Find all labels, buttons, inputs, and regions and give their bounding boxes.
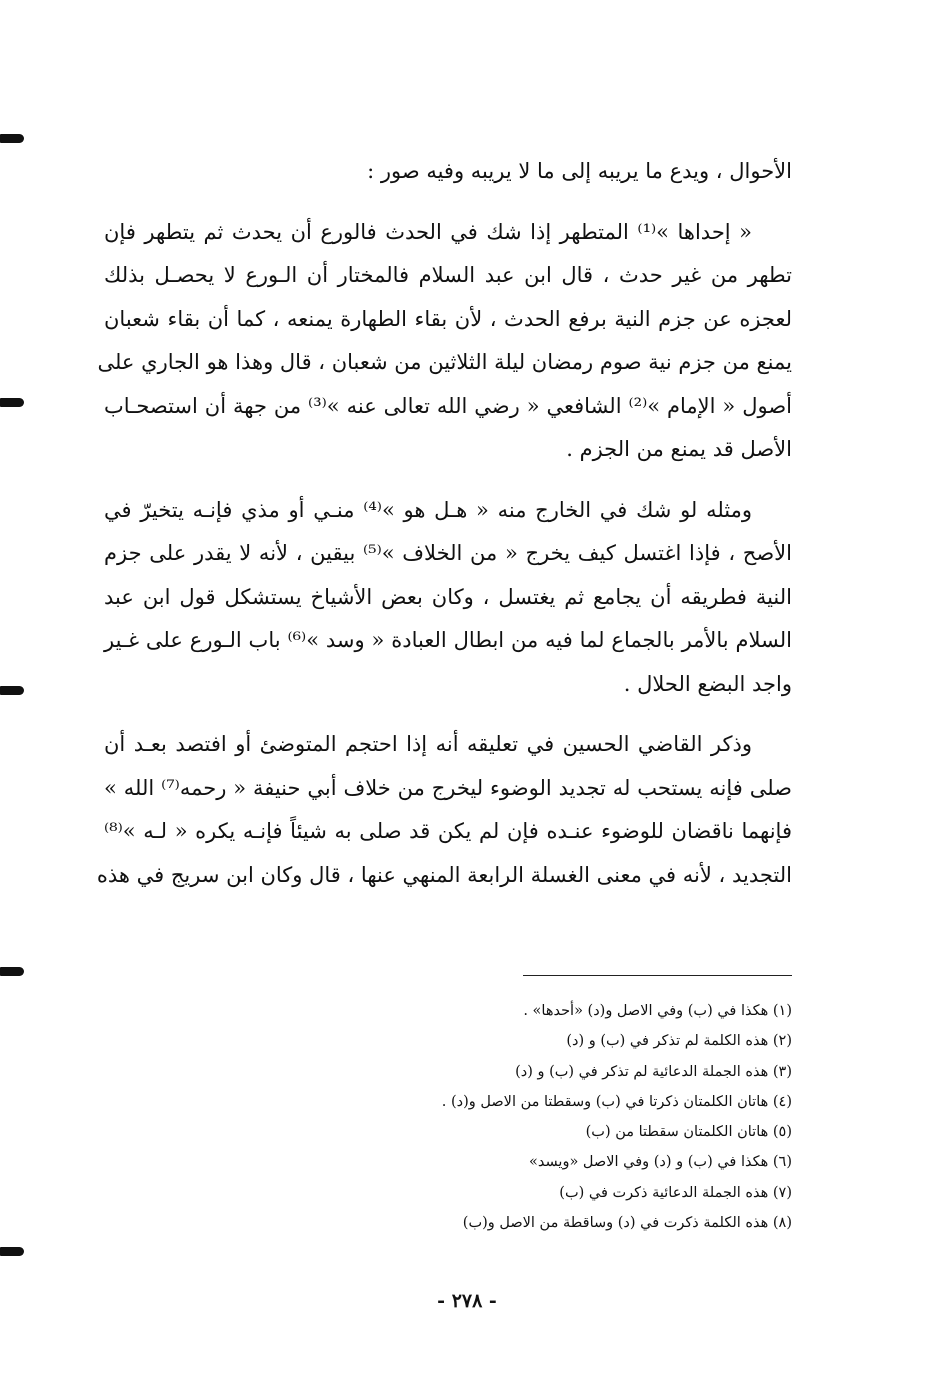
text-line: السلام بالأمر بالجماع لما فيه من ابطال العبادة « وسد »⁽⁶⁾ باب الـورع على غـير (104, 628, 792, 652)
text-line: واجد البضع الحلال . (623, 671, 792, 696)
footnote-7: (٧) هذه الجملة الدعائية ذكرت في (ب) (559, 1184, 792, 1201)
scan-edge-mark (0, 134, 24, 143)
paragraph-4 (96, 723, 792, 897)
footnote-5: (٥) هاتان الكلمتان سقطتا من (ب) (585, 1124, 792, 1141)
text-line: لعجزه عن جزم النية برفع الحدث ، لأن بقاء الطهارة يمنعه ، كما أن بقاء شعبان (104, 306, 792, 331)
footnote-6: (٦) هكذا في (ب) و (د) وفي الاصل «ويسد» (529, 1154, 792, 1171)
text-line: التجديد ، لأنه في معنى الغسلة الرابعة المنهي عنها ، قال وكان ابن سريج في هذه (96, 862, 792, 887)
paragraph-1 (104, 150, 792, 194)
text-line: فإنهما ناقضان للوضوء عنـده فإن لم يكن قد صلى به شيئاً فإنـه يكره « لـه »⁽⁸⁾ (104, 819, 792, 843)
text-line: تطهر من غير حدث ، قال ابن عبد السلام فالمختار أن الـورع لا يحصـل بذلك (104, 263, 792, 287)
footnotes (300, 996, 792, 1238)
paragraph-2 (97, 211, 792, 472)
text-line: ومثله لو شك في الخارج منه « هـل هو »⁽⁴⁾ منـي أو مذي فإنـه يتخيرّ في (104, 497, 753, 522)
text-line: صلى فإنه يستحب له تجديد الوضوء ليخرج من خلاف أبي حنيفة « رحمه⁽⁷⁾ الله » (104, 775, 792, 800)
text-line: يمنع من جزم نية صوم رمضان ليلة الثلاثين من شعبان ، قال وهذا هو الجاري على (97, 350, 792, 374)
text-line: أصول « الإمام »⁽²⁾ الشافعي « رضي الله تعالى عنه »⁽³⁾ من جهة أن استصحـاب (104, 393, 792, 418)
text-line: النية فطريقه أن يجامع ثم يغتسل ، وكان بعض الأشياخ يستشكل قول ابن عبد (104, 584, 792, 609)
text-line: الأحوال ، ويدع ما يريبه إلى ما لا يريبه وفيه صور : (367, 159, 792, 183)
footnote-2: (٢) هذه الكلمة لم تذكر في (ب) و (د) (566, 1033, 792, 1050)
scan-edge-mark (0, 967, 24, 976)
footnote-8: (٨) هذه الكلمة ذكرت في (د) وساقطة من الاصل و(ب) (462, 1215, 792, 1232)
text-line: وذكر القاضي الحسين في تعليقه أنه إذا احتجم المتوضئ أو افتصد بعـد أن (104, 732, 752, 756)
footnote-4: (٤) هاتان الكلمتان ذكرتا في (ب) وسقطتا من الاصل و(د) . (441, 1093, 792, 1110)
page-number: - ٢٧٨ - (437, 1290, 497, 1312)
footnote-3: (٣) هذه الجملة الدعائية لم تذكر في (ب) و (د) (515, 1063, 792, 1080)
scan-edge-mark (0, 1247, 24, 1256)
text-line: الأصح ، فإذا اغتسل كيف يخرج « من الخلاف »⁽⁵⁾ بيقين ، لأنه لا يقدر على جزم (104, 541, 792, 565)
main-text (96, 150, 792, 914)
footnote-separator (523, 975, 792, 976)
paragraph-3 (104, 489, 792, 707)
scan-edge-mark (0, 686, 24, 695)
scan-edge-mark (0, 398, 24, 407)
text-line: « إحداها »⁽¹⁾ المتطهر إذا شك في الحدث فالورع أن يحدث ثم يتطهر فإن (104, 219, 753, 244)
text-line: الأصل قد يمنع من الجزم . (566, 437, 792, 461)
footnote-1: (١) هكذا في (ب) وفي الاصل و(د) «أحدها» . (523, 1003, 792, 1019)
